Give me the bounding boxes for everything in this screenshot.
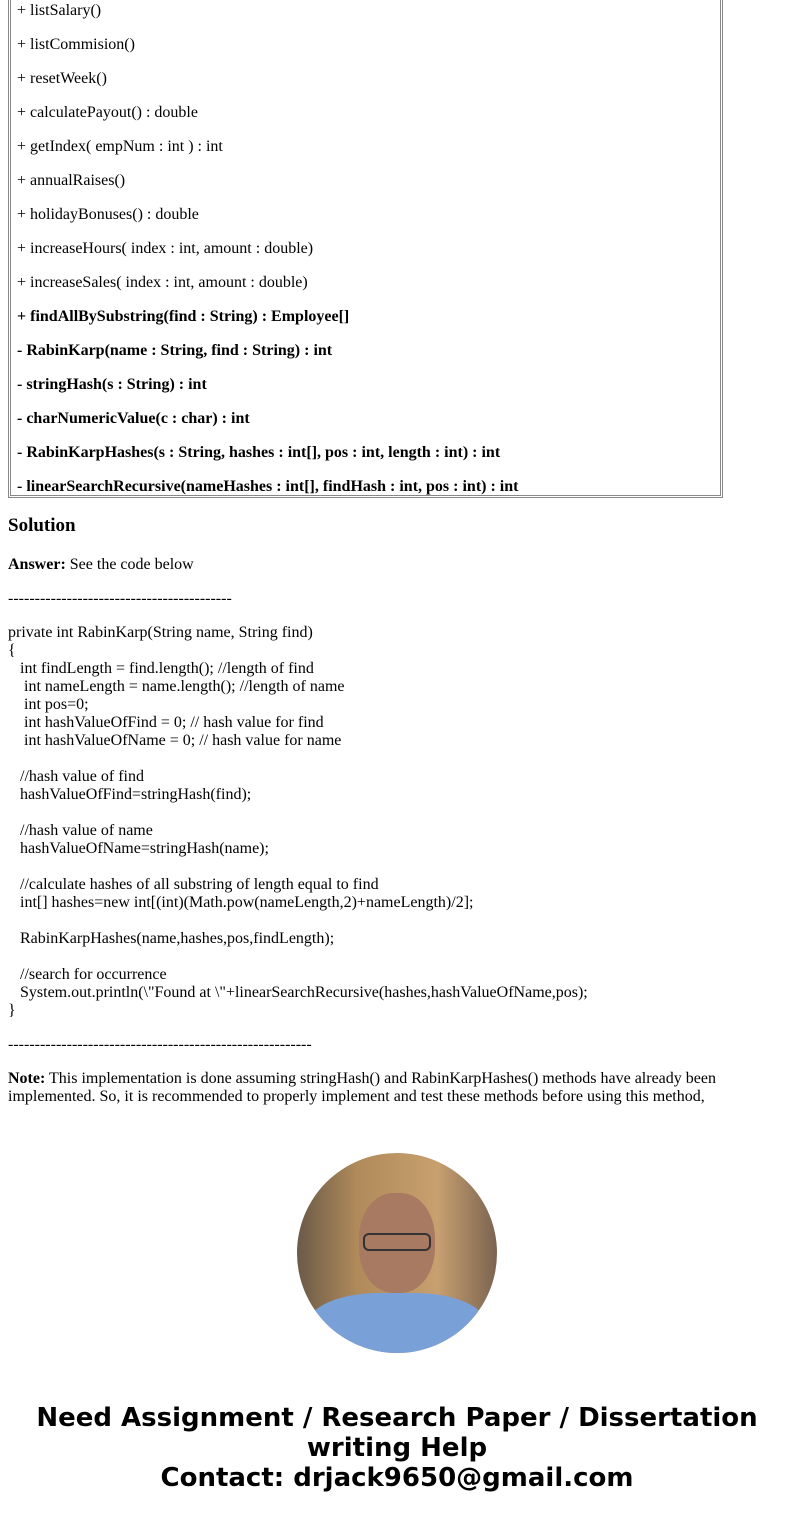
author-photo — [297, 1153, 497, 1353]
uml-method-text: + listCommision() — [17, 36, 135, 53]
uml-method-row — [14, 197, 717, 231]
note-paragraph — [8, 1070, 748, 1106]
solution-heading: Solution — [8, 515, 76, 536]
answer-text: See the code below — [65, 556, 194, 573]
uml-method-text: + increaseHours( index : int, amount : double) — [17, 240, 314, 257]
uml-method-row — [14, 0, 717, 27]
promo-line-3: Contact: drjack9650@gmail.com — [160, 1463, 634, 1493]
uml-method-row — [14, 163, 717, 197]
promo-line-1: Need Assignment / Research Paper / Dissertation — [36, 1403, 758, 1433]
uml-method-text: - linearSearchRecursive(nameHashes : int[], findHash : int, pos : int) : int — [17, 478, 519, 495]
uml-method-text: + listSalary() — [17, 2, 102, 19]
note-label: Note: — [8, 1070, 46, 1087]
uml-method-row — [14, 231, 717, 265]
uml-method-row — [14, 401, 717, 435]
uml-method-row — [14, 435, 717, 469]
promo-line-2: writing Help — [306, 1433, 488, 1463]
uml-method-row — [14, 367, 717, 401]
uml-method-text: + getIndex( empNum : int ) : int — [17, 138, 223, 155]
code-block: private int RabinKarp(String name, String find) { int findLength = find.length(); //length of find int nameLength = name.length(); //length of name int pos=0; int hashValueOfFind = 0; // hash value for find int hashValueOfName = 0; // hash value for name //hash value of find hashValueOfFind=stringHash(find); //hash value of name hashValueOfName=stringHash(name); //calculate hashes of all substring of length equal to find int[] hashes=new int[(int)(Math.pow(nameLength,2)+nameLength)/2]; RabinKarpHashes(name,hashes,pos,findLength); //search for occurrence System.out.println(\"Found at \"+linearSearchRecursive(hashes,hashValueOfName,pos); } — [8, 624, 588, 1019]
uml-method-text: - stringHash(s : String) : int — [17, 376, 207, 393]
uml-method-text: + annualRaises() — [17, 172, 126, 189]
answer-label: Answer: — [8, 556, 66, 573]
separator-bottom: --------------------------------------------------------- — [8, 1036, 312, 1053]
uml-method-row — [14, 333, 717, 367]
uml-method-text: - charNumericValue(c : char) : int — [17, 410, 250, 427]
uml-method-text: + increaseSales( index : int, amount : double) — [17, 274, 308, 291]
uml-method-row — [14, 27, 717, 61]
uml-method-row — [14, 61, 717, 95]
uml-method-row — [14, 129, 717, 163]
uml-method-text: - RabinKarp(name : String, find : String) : int — [17, 342, 333, 359]
uml-class-table — [8, 0, 723, 498]
uml-method-row — [14, 469, 717, 503]
uml-method-row — [14, 95, 717, 129]
separator-top: ------------------------------------------ — [8, 590, 232, 607]
note-text: This implementation is done assuming stringHash() and RabinKarpHashes() methods have already been implemented. So, it is recommended to properly implement and test these methods before using this method, — [8, 1070, 716, 1105]
promo-banner — [0, 1403, 794, 1493]
uml-methods-cell — [10, 0, 721, 496]
uml-method-text: + calculatePayout() : double — [17, 104, 198, 121]
answer-line — [8, 556, 194, 574]
uml-method-text: - RabinKarpHashes(s : String, hashes : int[], pos : int, length : int) : int — [17, 444, 501, 461]
uml-method-text: + resetWeek() — [17, 70, 107, 87]
uml-method-row — [14, 265, 717, 299]
uml-method-text: + holidayBonuses() : double — [17, 206, 199, 223]
uml-method-row — [14, 299, 717, 333]
uml-method-text: + findAllBySubstring(find : String) : Employee[] — [17, 308, 350, 325]
